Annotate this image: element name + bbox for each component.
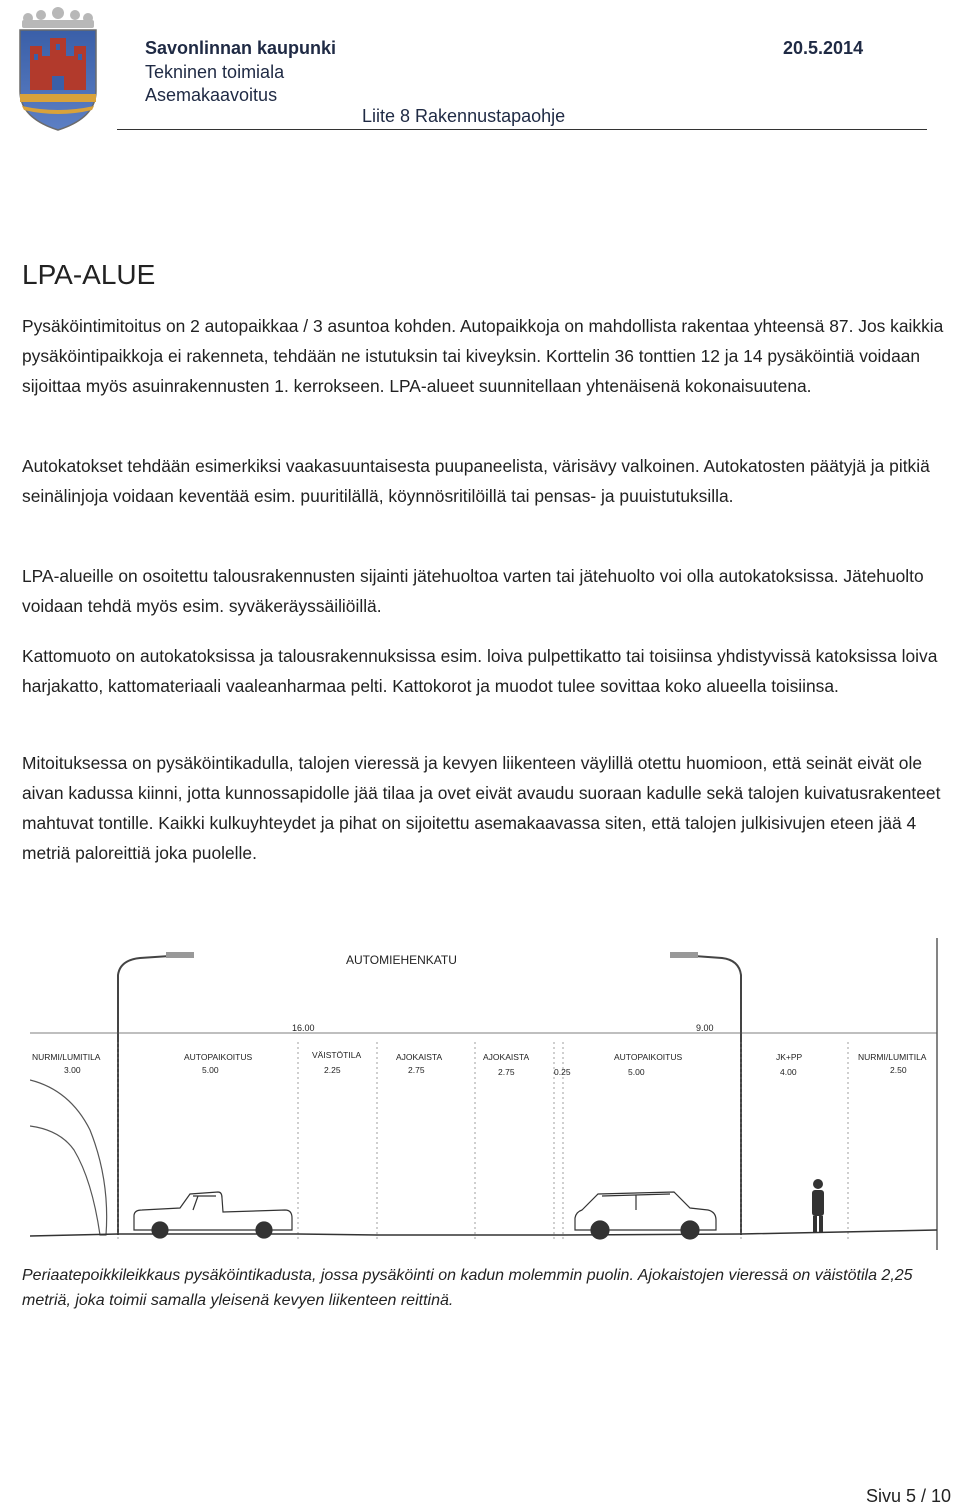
department-name: Tekninen toimiala <box>145 62 285 82</box>
paragraph-carports: Autokatokset tehdään esimerkiksi vaakasuuntaisesta puupaneelista, värisävy valkoinen. Autokatosten päätyjä ja pitkiä seinälinjoja voidaan keventää esim. puuritilällä, köynnösritilöillä tai pensas- ja puuistutuksilla. <box>22 456 930 506</box>
page-title: LPA-ALUE <box>22 259 156 290</box>
document-date: 20.5.2014 <box>783 38 864 58</box>
diagram-caption: Periaatepoikkileikkaus pysäköintikadusta, jossa pysäköinti on kadun molemmin puolin. Ajokaistojen vieressä on väistötila 2,25 metriä, joka toimii samalla yleisenä kevyen liikenteen reittinä. <box>22 1267 913 1309</box>
zone-width: 4.00 <box>780 1067 797 1077</box>
attachment-label: Liite 8 Rakennustapaohje <box>362 106 566 126</box>
lamp-head-left <box>166 952 194 958</box>
zone-label: AUTOPAIKOITUS <box>184 1052 253 1062</box>
paragraph-waste: LPA-alueille on osoitettu talousrakennusten sijainti jätehuoltoa varten tai jätehuolto voi olla autokatoksissa. Jätehuolto voidaan tehdä myös esim. syväkeräyssäiliöillä. <box>22 566 924 616</box>
total-width-left: 16.00 <box>292 1023 315 1033</box>
organization-name: Savonlinnan kaupunki <box>145 38 337 58</box>
zone-label: AJOKAISTA <box>396 1052 443 1062</box>
pickup-truck-illustration <box>134 1192 292 1238</box>
zone-width: 0.25 <box>554 1067 571 1077</box>
zone-width: 5.00 <box>628 1067 645 1077</box>
zone-width: 2.25 <box>324 1065 341 1075</box>
street-lamp-left <box>118 956 170 1235</box>
paragraph-parking: Pysäköintimitoitus on 2 autopaikkaa / 3 asuntoa kohden. Autopaikkoja on mahdollista rakentaa yhteensä 87. Jos kaikkia pysäköintipaikkoja ei rakenneta, tehdään ne istutuksin tai kiveyksin. Korttelin 36 tonttien 12 ja 14 pysäköintiä voidaan sijoittaa myös asuinrakennusten 1. kerrokseen. LPA-alueet suunnitellaan yhtenäisenä kokonaisuutena. <box>22 316 944 396</box>
tree-illustration <box>30 1080 107 1235</box>
zone-label: NURMI/LUMITILA <box>858 1052 927 1062</box>
paragraph-dimensioning: Mitoituksessa on pysäköintikadulla, talojen vieressä ja kevyen liikenteen väylillä otettu huomioon, että seinät eivät ole aivan kadussa kiinni, jotta kunnossapidolle jää tilaa ja ovet eivät avaudu suoraan kadulle sekä talojen kuivatusrakenteet mahtuvat tontille. Kaikki kulkuyhteydet ja pihat on sijoitettu asemakaavassa siten, että talojen julkisivujen eteen jää 4 metriä paloreittiä joka puolelle. <box>22 753 941 863</box>
zone-label: NURMI/LUMITILA <box>32 1052 101 1062</box>
zone-width: 5.00 <box>202 1065 219 1075</box>
zone-width: 2.75 <box>498 1067 515 1077</box>
zone-label: AUTOPAIKOITUS <box>614 1052 683 1062</box>
total-width-right: 9.00 <box>696 1023 714 1033</box>
zone-labels <box>32 1050 927 1077</box>
unit-name: Asemakaavoitus <box>145 85 278 105</box>
street-name-label: AUTOMIEHENKATU <box>346 953 457 967</box>
car-illustration <box>575 1192 716 1239</box>
zone-width: 2.75 <box>408 1065 425 1075</box>
paragraph-roofs: Kattomuoto on autokatoksissa ja talousrakennuksissa esim. loiva pulpettikatto tai toisiinsa yhdistyvissä katoksissa loiva harjakatto, kattomateriaali vaaleanharmaa pelti. Kattokorot ja muodot tulee sovittaa koko alueella toisiinsa. <box>22 646 938 696</box>
zone-label: VÄISTÖTILA <box>312 1050 362 1060</box>
zone-width: 3.00 <box>64 1065 81 1075</box>
header-divider <box>117 129 927 130</box>
pedestrian-illustration <box>812 1179 824 1232</box>
page-number: Sivu 5 / 10 <box>866 1486 952 1506</box>
zone-width: 2.50 <box>890 1065 907 1075</box>
zone-label: AJOKAISTA <box>483 1052 530 1062</box>
zone-dividers <box>118 1042 848 1240</box>
zone-label: JK+PP <box>776 1052 803 1062</box>
street-lamp-right <box>694 956 741 1235</box>
coat-of-arms-logo <box>8 6 108 136</box>
street-cross-section-diagram <box>30 930 940 1260</box>
lamp-head-right <box>670 952 698 958</box>
